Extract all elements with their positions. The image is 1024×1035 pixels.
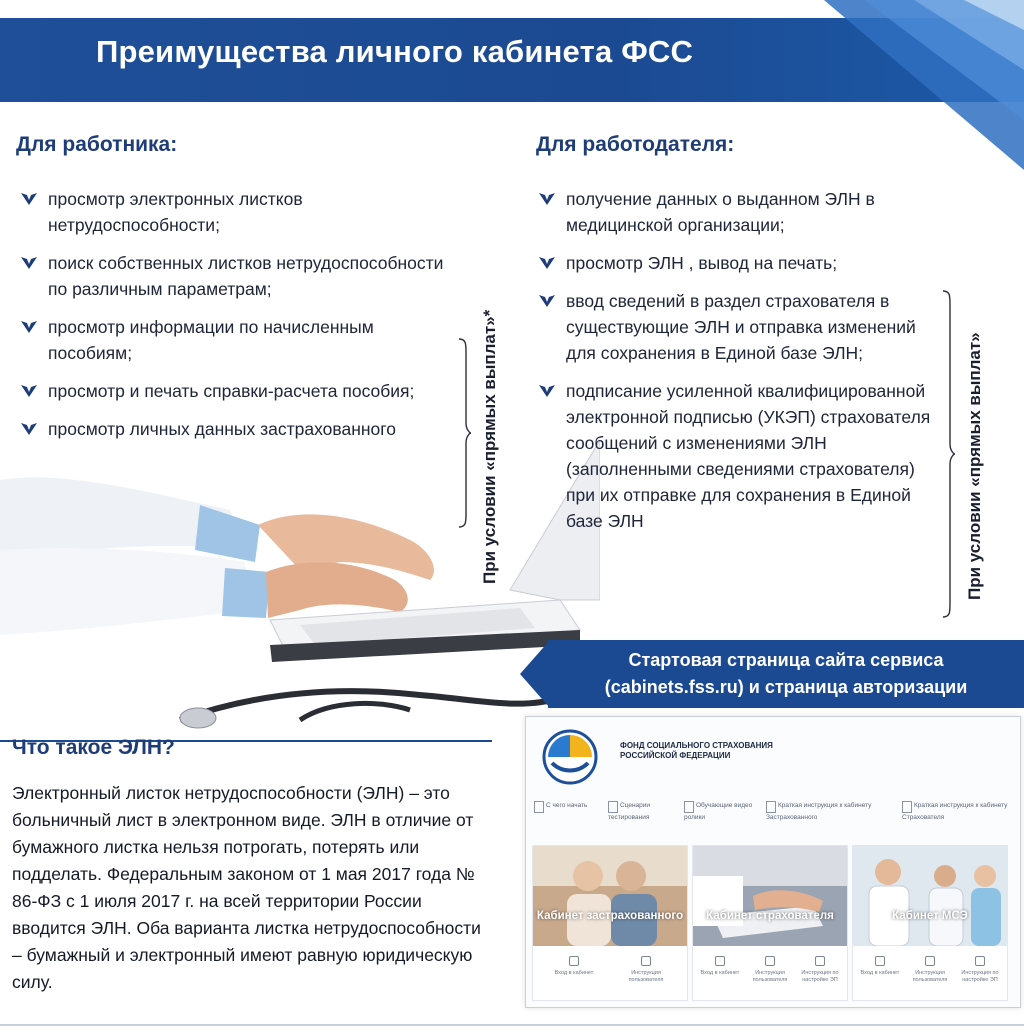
card-label: Кабинет страхователя	[706, 910, 834, 922]
site-link-employer-guide[interactable]: Краткая инструкция к кабинету Страхователя	[902, 802, 1008, 821]
check-icon	[20, 191, 38, 207]
document-icon	[608, 801, 618, 813]
list-item: поиск собственных листков нетрудоспособности по различным параметрам;	[18, 250, 458, 302]
document-icon	[641, 956, 651, 966]
document-icon	[766, 801, 776, 813]
document-icon	[902, 801, 912, 813]
employer-photo	[693, 846, 847, 946]
login-button[interactable]: Вход в кабинет	[855, 954, 905, 977]
document-icon	[534, 801, 544, 813]
document-icon	[815, 956, 825, 966]
employee-condition-label: При условии «прямых выплат»*	[480, 309, 499, 584]
list-item: подписание усиленной квалифицированной электронной подписью (УКЭП) страхователя сообщений с изменениями ЭЛН (заполненными сведениями страхователя) при их отправке для сохранения в Единой базе ЭЛН	[536, 378, 948, 534]
list-item: просмотр и печать справки-расчета пособия;	[18, 378, 458, 404]
list-item: ввод сведений в раздел страхователя в существующие ЭЛН и отправка изменений для сохранения в Единой базе ЭЛН;	[536, 288, 948, 366]
check-icon	[20, 421, 38, 437]
site-links	[532, 801, 1014, 831]
employer-cabinet-card[interactable]	[692, 845, 848, 1001]
document-icon	[765, 956, 775, 966]
check-icon	[20, 383, 38, 399]
banner-tail	[520, 640, 550, 708]
page-title: Преимущества личного кабинета ФСС	[96, 34, 694, 69]
employee-list	[18, 186, 458, 454]
list-item: просмотр информации по начисленным пособиям;	[18, 314, 458, 366]
site-banner: Стартовая страница сайта сервиса (cabinets.fss.ru) и страница авторизации	[548, 640, 1024, 708]
signature-guide-button[interactable]: Инструкция по настройке ЭП	[795, 954, 845, 984]
employee-heading: Для работника:	[16, 133, 178, 156]
insured-photo	[533, 846, 687, 946]
mse-photo	[853, 846, 1007, 946]
card-actions	[693, 954, 847, 998]
site-link-videos[interactable]: Обучающие видео ролики	[684, 802, 753, 821]
login-icon	[715, 956, 725, 966]
list-item: получение данных о выданном ЭЛН в медицинской организации;	[536, 186, 948, 238]
site-link-start[interactable]: С чего начать	[534, 801, 596, 813]
employer-list	[536, 186, 948, 546]
card-label: Кабинет застрахованного	[536, 910, 684, 922]
insured-cabinet-card[interactable]	[532, 845, 688, 1001]
login-button[interactable]: Вход в кабинет	[695, 954, 745, 977]
login-button[interactable]: Вход в кабинет	[549, 954, 599, 977]
check-icon	[538, 383, 556, 399]
employer-heading: Для работодателя:	[536, 133, 735, 156]
list-item: просмотр ЭЛН , вывод на печать;	[536, 250, 948, 276]
mse-cabinet-card[interactable]	[852, 845, 1008, 1001]
login-icon	[569, 956, 579, 966]
document-icon	[975, 956, 985, 966]
bottom-divider	[0, 1024, 1024, 1026]
card-actions	[533, 954, 687, 998]
check-icon	[538, 191, 556, 207]
site-link-insured-guide[interactable]: Краткая инструкция к кабинету Застрахованного	[766, 802, 872, 821]
corner-decoration	[824, 0, 1024, 170]
user-guide-button[interactable]: Инструкция пользователя	[905, 954, 955, 984]
document-icon	[925, 956, 935, 966]
eln-description: Электронный листок нетрудоспособности (ЭЛН) – это больничный лист в электронном виде. ЭЛН в отличие от бумажного листка нельзя потрогать, потерять или подделать. Федеральным законом от 1 мая 2017 года № 86-ФЗ с 1 июля 2017 г. на всей территории России вводится ЭЛН. Оба варианта листка нетрудоспособности – бумажный и электронный имеют равную юридическую силу.	[12, 783, 481, 992]
site-screenshot	[525, 716, 1021, 1008]
card-actions	[853, 954, 1007, 998]
eln-heading: Что такое ЭЛН?	[12, 736, 175, 759]
document-icon	[684, 801, 694, 813]
check-icon	[20, 319, 38, 335]
user-guide-button[interactable]: Инструкция пользователя	[621, 954, 671, 984]
check-icon	[538, 255, 556, 271]
user-guide-button[interactable]: Инструкция пользователя	[745, 954, 795, 984]
fss-logo-icon	[542, 729, 598, 785]
employer-condition-label: При условии «прямых выплат»	[965, 332, 984, 600]
employee-brace	[458, 338, 472, 528]
list-item: просмотр личных данных застрахованного	[18, 416, 458, 442]
employer-brace	[942, 290, 956, 618]
login-icon	[875, 956, 885, 966]
list-item: просмотр электронных листков нетрудоспособности;	[18, 186, 458, 238]
check-icon	[538, 293, 556, 309]
signature-guide-button[interactable]: Инструкция по настройке ЭП	[955, 954, 1005, 984]
site-org-name: ФОНД СОЦИАЛЬНОГО СТРАХОВАНИЯ РОССИЙСКОЙ ФЕДЕРАЦИИ	[620, 741, 773, 760]
card-label: Кабинет МСЭ	[892, 910, 968, 922]
check-icon	[20, 255, 38, 271]
site-link-scenarios[interactable]: Сценарии тестирования	[608, 802, 651, 821]
